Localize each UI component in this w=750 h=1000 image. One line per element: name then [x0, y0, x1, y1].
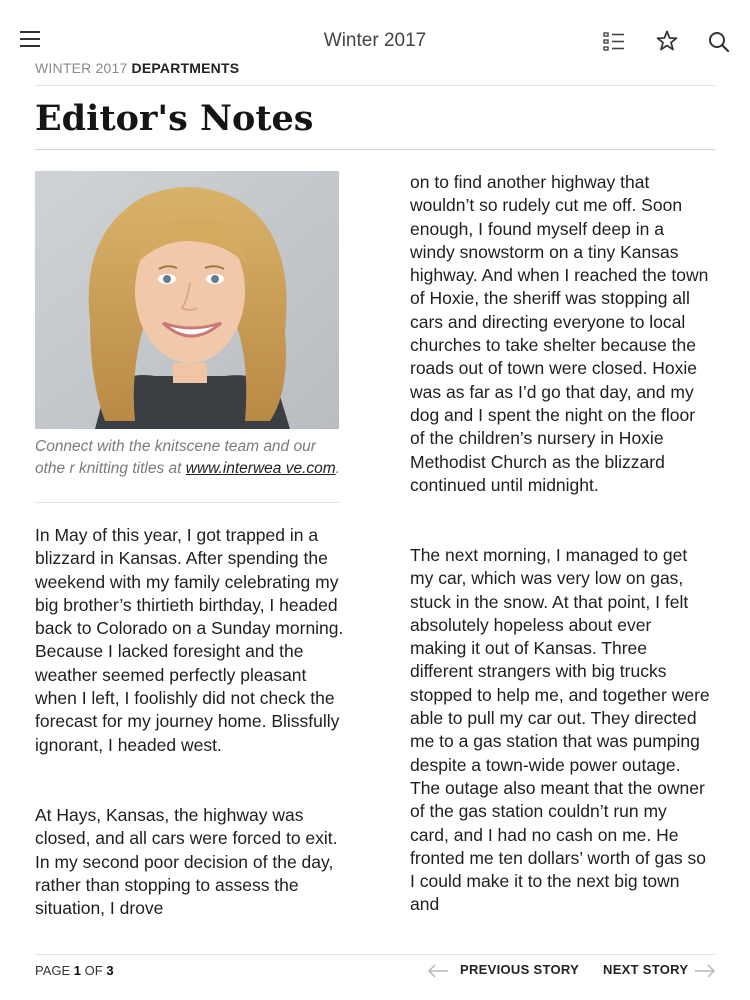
- body-paragraph: on to find another highway that wouldn’t so rudely cut me off. Soon enough, I found myself deep in a windy snowstorm on a tiny Kansas highway. And when I reached the town of Hoxie, the sheriff was stopping all cars and directing everyone to local churches to take shelter because the roads out of town were closed. Hoxie was as far as I’d go that day, and my dog and I spent the night on the floor of the children’s nursery in Hoxie Methodist Church as the blizzard continued until midnight.: [410, 172, 709, 495]
- divider: [35, 85, 715, 86]
- page-label: PAGE: [35, 963, 71, 978]
- footer-divider: [35, 954, 715, 955]
- breadcrumb: [35, 60, 239, 76]
- body-paragraph: At Hays, Kansas, the highway was closed, and all cars were forced to exit. In my second poor decision of the day, rather than stopping to assess the situation, I drove: [35, 805, 338, 919]
- app-title: Winter 2017: [323, 30, 427, 51]
- divider: [35, 149, 715, 150]
- search-icon[interactable]: [707, 30, 731, 54]
- next-story-button[interactable]: NEXT STORY: [603, 962, 689, 977]
- caption-link[interactable]: www.interwea ve.com: [185, 460, 336, 477]
- caption-divider: [35, 502, 340, 503]
- page-title: Editor's Notes: [35, 98, 314, 139]
- breadcrumb-section[interactable]: DEPARTMENTS: [131, 60, 240, 76]
- body-paragraph: The next morning, I managed to get my car, which was very low on gas, stuck in the snow. At that point, I felt absolutely hopeless about ever making it out of Kansas. Three different strangers with big trucks stopped to help me, and together were able to pull my car out. They directed me to a gas station that was pumping despite a town-wide power outage. The outage also meant that the owner of the gas station couldn’t run my card, and I had no cash on me. He fronted me ten dollars’ worth of gas so I could make it to the next big town and: [410, 545, 710, 915]
- body-paragraph: In May of this year, I got trapped in a blizzard in Kansas. After spending the weekend with my family celebrating my big brother’s thirtieth birthday, I headed back to Colorado on a Sunday morning. Because I lacked foresight and the weather seemed perfectly pleasant when I left, I foolishly did not check the forecast for my journey home. Blissfully ignorant, I headed west.: [35, 525, 344, 755]
- page-of: OF: [84, 963, 103, 978]
- table-of-contents-icon[interactable]: [603, 30, 627, 54]
- page-total: 3: [106, 963, 114, 978]
- star-icon[interactable]: [655, 29, 679, 53]
- arrow-right-icon[interactable]: [694, 964, 716, 978]
- page-indicator: [35, 963, 114, 978]
- photo-caption: [35, 436, 340, 480]
- top-bar: [0, 0, 750, 60]
- breadcrumb-issue[interactable]: WINTER 2017: [35, 60, 128, 76]
- editor-photo: [35, 171, 339, 429]
- previous-story-button[interactable]: PREVIOUS STORY: [460, 962, 580, 977]
- caption-text: Connect with the knitscene team and our othe r knitting titles at: [35, 438, 316, 477]
- arrow-left-icon[interactable]: [427, 964, 449, 978]
- page-current: 1: [73, 963, 82, 978]
- caption-end: .: [335, 460, 340, 477]
